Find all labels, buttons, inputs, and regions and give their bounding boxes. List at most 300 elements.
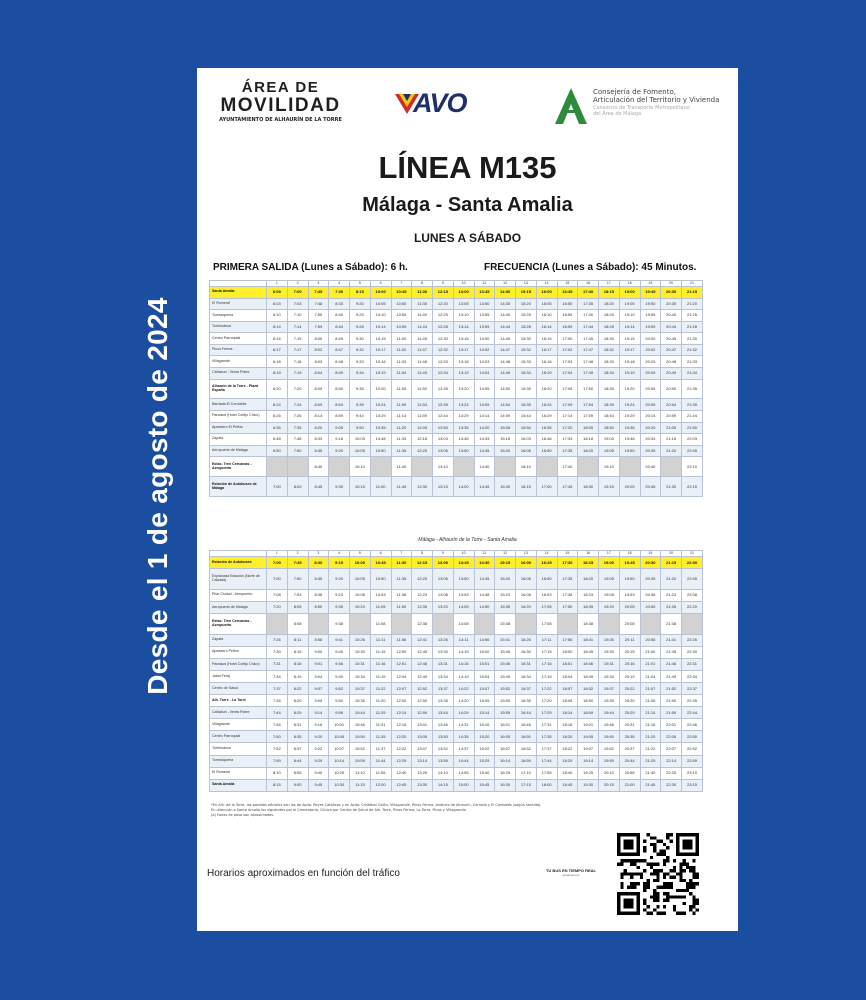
departure-time: 19:50 [640,298,661,310]
departure-time: 7:35 [287,422,308,434]
departure-time: 19:24 [619,399,640,411]
departure-time [329,457,350,477]
departure-time: 16:48 [536,434,557,446]
departure-time: 20:35 [640,569,661,590]
departure-time: 9:30 [350,333,371,345]
departure-time: 18:15 [578,557,599,569]
departure-time: 9:32 [350,344,371,356]
departure-time: 19:10 [599,457,620,477]
departure-time: 18:32 [599,344,620,356]
departure-time: 20:47 [661,344,682,356]
departure-time: 12:34 [433,367,454,379]
departure-time [267,457,288,477]
departure-time: 20:05 [640,379,661,399]
departure-time: 13:05 [433,569,454,590]
departure-time: 8:50 [329,379,350,399]
departure-time: 8:48 [329,356,350,368]
column-number: 15 [557,551,578,557]
departure-time: 15:50 [495,695,516,707]
departure-time: 10:55 [391,310,412,322]
departure-time: 13:00 [453,287,474,299]
departure-time: 15:16 [474,719,495,731]
departure-time: 17:02 [557,344,578,356]
line-title: LÍNEA M135 [378,150,557,185]
departure-time: 15:20 [495,569,516,590]
departure-time: 11:02 [391,344,412,356]
departure-time: 20:02 [640,344,661,356]
departure-time: 14:31 [453,719,474,731]
departure-time: 14:35 [474,569,495,590]
departure-time: 18:39 [599,399,620,411]
departure-time: 13:50 [433,731,454,743]
departure-time: 16:07 [495,743,516,755]
departure-time: 11:47 [412,344,433,356]
departure-time: 12:52 [412,683,433,695]
table-row [210,321,703,333]
departure-time: 7:00 [267,477,288,497]
departure-time: 11:44 [370,755,391,767]
column-number: 5 [350,281,371,287]
departure-time: 12:18 [412,434,433,446]
departure-time: 18:01 [557,658,578,670]
departure-time: 9:45 [329,646,350,658]
departure-time: 21:30 [661,477,682,497]
departure-time: 11:14 [391,410,412,422]
departure-time: 20:45 [661,333,682,345]
departure-time: 20:50 [661,379,682,399]
departure-time: 19:48 [619,434,640,446]
departure-time: 6:18 [267,356,288,368]
departure-time: 16:10 [536,310,557,322]
departure-time: 17:49 [578,367,599,379]
departure-time: 9:20 [308,731,329,743]
departure-time: 8:40 [308,457,329,477]
departure-time: 7:30 [267,646,288,658]
departure-time: 16:44 [516,707,537,719]
departure-time: 7:55 [308,310,329,322]
column-number: 9 [433,551,454,557]
departure-time: 9:28 [350,321,371,333]
departure-time: 16:35 [536,422,557,434]
departure-time: 14:45 [495,333,516,345]
departure-time: 17:15 [516,779,537,791]
departure-time: 12:49 [412,671,433,683]
departure-time: 15:49 [495,671,516,683]
departure-time: 9:20 [329,569,350,590]
departure-time: 12:20 [391,731,412,743]
departure-time: 10:15 [370,333,391,345]
departure-time: 13:03 [433,434,454,446]
departure-time: 11:44 [412,321,433,333]
departure-time: 14:30 [495,287,516,299]
departure-time: 20:40 [640,457,661,477]
departure-time: 19:19 [619,367,640,379]
departure-time: 9:22 [308,743,329,755]
departure-time: 21:16 [640,719,661,731]
departure-time: 16:30 [495,779,516,791]
departure-time: 15:50 [516,422,537,434]
departure-time: 20:30 [640,557,661,569]
departure-time: 22:26 [682,634,703,646]
departure-time: 19:05 [599,445,620,457]
departure-time: 21:14 [640,707,661,719]
departure-time: 10:00 [350,557,371,569]
departure-time: 14:50 [495,379,516,399]
departure-time: 18:50 [578,695,599,707]
table-row [210,767,703,779]
departure-time: 13:19 [453,367,474,379]
departure-time: 17:35 [578,298,599,310]
departure-time: 17:35 [557,445,578,457]
departure-time: 15:35 [516,379,537,399]
departure-time: 16:50 [536,445,557,457]
departure-time: 15:20 [495,445,516,457]
departure-time: 16:59 [516,755,537,767]
departure-time: 13:14 [453,321,474,333]
departure-time: 20:09 [640,399,661,411]
departure-time: 16:53 [536,589,557,601]
stop-name: Zapata [210,634,267,646]
departure-time: 20:44 [661,321,682,333]
departure-time: 14:35 [495,298,516,310]
departure-time: 16:05 [516,569,537,590]
departure-time: 18:07 [557,683,578,695]
departure-time: 19:37 [599,683,620,695]
departure-time: 6:14 [267,321,288,333]
departure-time: 19:45 [619,557,640,569]
departure-time: 19:52 [599,743,620,755]
departure-time: 8:49 [329,367,350,379]
departure-time: 14:20 [453,695,474,707]
departure-time: 21:07 [640,683,661,695]
departure-time: 21:41 [661,634,682,646]
departure-time: 18:23 [578,589,599,601]
departure-time: 7:20 [267,601,288,613]
departure-time: 8:19 [287,671,308,683]
table-row [210,671,703,683]
departure-time: 6:17 [267,344,288,356]
departure-time: 15:33 [516,356,537,368]
departure-time: 14:40 [495,310,516,322]
departure-time: 7:00 [267,569,288,590]
departure-time: 18:18 [578,434,599,446]
departure-time: 19:50 [619,569,640,590]
departure-time: 9:01 [308,658,329,670]
departure-time: 8:02 [308,344,329,356]
departure-time: 7:19 [287,367,308,379]
approx-notice: Horarios aproximados en función del tráfico [207,868,400,879]
departure-time: 15:34 [516,367,537,379]
departure-time: 7:45 [287,557,308,569]
departure-time: 9:50 [329,695,350,707]
departure-time: 21:28 [682,321,703,333]
table-row [210,731,703,743]
departure-time: 18:20 [578,569,599,590]
departure-time: 13:20 [433,601,454,613]
stop-name: Centro de Salud [210,683,267,695]
departure-time: 6:19 [267,367,288,379]
stop-name: Centro Parroquial [210,333,267,345]
departure-time: 20:00 [640,333,661,345]
departure-time: 22:30 [661,779,682,791]
departure-time: 22:14 [661,755,682,767]
departure-time: 19:31 [599,658,620,670]
departure-time: 10:46 [350,719,371,731]
departure-time: 17:04 [557,367,578,379]
departure-time: 15:05 [474,695,495,707]
departure-time: 12:35 [412,601,433,613]
stop-name: Centro Parroquial [210,731,267,743]
departure-time: 13:10 [433,457,454,477]
column-number: 13 [516,551,537,557]
departure-time: 6:15 [267,333,288,345]
departure-time: 10:53 [370,589,391,601]
departure-time: 7:34 [267,671,288,683]
departure-time: 6:48 [267,434,288,446]
departure-time: 9:29 [308,755,329,767]
departure-time: 9:40 [308,767,329,779]
departure-time: 18:50 [599,422,620,434]
departure-time: 22:20 [682,601,703,613]
departure-time: 23:15 [682,779,703,791]
stop-name: Pinos Ferma [210,344,267,356]
departure-time: 9:35 [329,601,350,613]
departure-time: 20:15 [619,646,640,658]
departure-time: 20:03 [640,356,661,368]
departure-time: 20:29 [619,707,640,719]
departure-time: 10:10 [350,457,371,477]
departure-time: 13:59 [433,755,454,767]
departure-time: 13:00 [433,557,454,569]
departure-time: 19:00 [599,557,620,569]
departure-time: 8:00 [287,477,308,497]
departure-time: 20:33 [640,434,661,446]
departure-time: 17:30 [557,557,578,569]
qr-code-icon[interactable] [617,833,699,915]
departure-time: 22:05 [682,569,703,590]
departure-time: 16:25 [495,767,516,779]
departure-time: 9:05 [308,695,329,707]
column-number: 21 [682,551,703,557]
departure-time: 11:00 [370,477,391,497]
departure-time: 9:16 [308,719,329,731]
departure-time: 11:03 [391,356,412,368]
departure-time: 19:18 [619,356,640,368]
route-subtitle: Málaga - Santa Amalia [362,194,573,216]
departure-time: 9:35 [350,379,371,399]
stop-name: Estación de Autobuses de Málaga [210,477,267,497]
departure-time: 10:00 [370,287,391,299]
departure-time: 16:20 [536,379,557,399]
departure-time: 13:26 [433,634,454,646]
departure-time: 13:29 [453,410,474,422]
departure-time: 15:18 [495,434,516,446]
departure-time: 12:04 [391,671,412,683]
departure-time: 10:01 [329,719,350,731]
departure-time: 13:05 [433,445,454,457]
departure-time: 9:45 [308,779,329,791]
departure-time: 10:44 [350,707,371,719]
departure-time: 18:41 [578,634,599,646]
departure-time: 13:37 [433,683,454,695]
column-number: 7 [391,551,412,557]
departure-time: 15:38 [495,614,516,635]
column-number: 2 [287,281,308,287]
departure-time: 20:54 [661,399,682,411]
departure-time: 12:14 [391,707,412,719]
column-number: 16 [578,281,599,287]
column-number: 6 [370,551,391,557]
departure-time: 16:50 [516,731,537,743]
departure-time: 19:53 [619,589,640,601]
departure-time: 22:34 [682,671,703,683]
departure-time: 17:15 [536,646,557,658]
departure-time: 11:29 [370,707,391,719]
departure-time: 13:53 [453,589,474,601]
departure-time: 13:08 [433,589,454,601]
table-row [210,333,703,345]
departure-time: 8:08 [287,614,308,635]
departure-time: 11:38 [391,589,412,601]
table-row [210,569,703,590]
departure-time: 19:14 [619,321,640,333]
departure-time [495,457,516,477]
departure-time: 12:50 [412,695,433,707]
column-number: 16 [578,551,599,557]
departure-time: 6:24 [267,399,288,411]
departure-time: 8:47 [329,344,350,356]
table-row [210,457,703,477]
departure-time: 10:50 [391,298,412,310]
departure-time: 15:00 [453,779,474,791]
departure-time: 12:45 [391,779,412,791]
departure-time: 14:35 [474,445,495,457]
departure-time: 13:30 [412,779,433,791]
stop-name: Barriada El Cordobés [210,399,267,411]
departure-time: 11:05 [370,601,391,613]
departure-time: 8:35 [308,445,329,457]
departure-time: 20:35 [619,731,640,743]
departure-time: 16:18 [536,356,557,368]
departure-time: 7:45 [308,287,329,299]
departure-time: 21:20 [661,445,682,457]
departure-time: 22:52 [682,743,703,755]
departure-time: 7:18 [287,356,308,368]
departure-time: 11:59 [412,410,433,422]
departure-time: 17:40 [557,457,578,477]
departure-time: 20:55 [619,767,640,779]
departure-time: 21:05 [640,695,661,707]
stop-name: Jabal Feraj [210,671,267,683]
departure-time: 21:20 [661,569,682,590]
departure-time: 17:09 [557,399,578,411]
departure-time: 21:50 [661,695,682,707]
departure-time: 20:04 [640,367,661,379]
departure-time: 9:15 [329,557,350,569]
departure-time: 14:00 [474,333,495,345]
departure-time: 18:34 [599,367,620,379]
departure-time: 16:46 [516,719,537,731]
departure-time: 13:05 [453,298,474,310]
departure-time: 16:19 [536,367,557,379]
departure-time: 16:05 [516,445,537,457]
departure-time: 10:52 [350,743,371,755]
stop-name: Alhaurín de la Torre - Plaza España [210,379,267,399]
departure-time: 11:22 [370,683,391,695]
departure-time: 11:08 [370,614,391,635]
departure-time: 7:59 [308,321,329,333]
departure-time: 15:20 [516,298,537,310]
footnotes: *En Alh. de la Torre, las paradas oficiales son las de Avda. Reyes Católicos y en Avda. Cristóbal Colón, Villagrande, Pinos Ferma, Jardines de Alhaurín, Cerrado y El Cordobés (según sentido). En dirección a Santa Amalia los siguientes por el Cementerio, Clínica por Centro de Salud de Alh. Torre, Pinos Ferma, La Torre, Pinos y Villagrande. (a) Horas de paso son aproximadas. [211,803,542,817]
departure-time: 19:26 [599,634,620,646]
departure-time: 19:00 [619,287,640,299]
stop-name: Apeadero Peñón [210,646,267,658]
departure-time: 17:05 [557,379,578,399]
departure-time: 20:50 [640,601,661,613]
departure-time: 21:44 [682,410,703,422]
departure-time: 12:38 [412,614,433,635]
departure-time: 22:37 [682,683,703,695]
departure-time: 17:50 [557,601,578,613]
stop-name: Alh. Torre - La Torre [210,695,267,707]
departure-time: 18:28 [599,321,620,333]
departure-time: 15:15 [516,287,537,299]
departure-time: 15:30 [516,333,537,345]
departure-time: 21:01 [640,658,661,670]
departure-time: 13:45 [474,287,495,299]
departure-time: 18:44 [599,410,620,422]
table-row [210,743,703,755]
departure-time: 18:33 [599,356,620,368]
departure-time: 10:50 [350,731,371,743]
departure-time: 14:45 [474,477,495,497]
departure-time: 9:49 [329,671,350,683]
departure-time: 13:14 [412,755,433,767]
departure-time: 7:35 [267,695,288,707]
departure-time: 10:30 [329,779,350,791]
departure-time: 10:34 [350,671,371,683]
departure-time: 21:40 [640,767,661,779]
departure-time: 8:15 [267,779,288,791]
table-row [210,695,703,707]
departure-time: 17:35 [536,731,557,743]
departure-time: 20:08 [619,614,640,635]
departure-time: 17:33 [557,434,578,446]
departure-time: 22:03 [682,434,703,446]
departure-time: 19:55 [640,310,661,322]
column-number: 12 [495,551,516,557]
departure-time: 15:40 [474,767,495,779]
departure-time: 10:05 [329,731,350,743]
departure-time: 13:45 [453,557,474,569]
departure-time: 11:40 [412,310,433,322]
departure-time: 16:15 [516,477,537,497]
departure-time: 15:44 [516,410,537,422]
departure-time: 18:22 [557,743,578,755]
departure-time: 16:01 [495,719,516,731]
departure-time: 12:05 [391,695,412,707]
column-number: 9 [433,281,454,287]
departure-time: 14:33 [474,434,495,446]
departure-time: 21:20 [682,298,703,310]
departure-time: 18:14 [557,707,578,719]
departure-time: 14:08 [453,614,474,635]
departure-time: 14:48 [495,356,516,368]
departure-time: 15:01 [474,658,495,670]
departure-time: 12:07 [391,683,412,695]
departure-time: 6:10 [267,310,288,322]
departure-time: 20:48 [661,356,682,368]
